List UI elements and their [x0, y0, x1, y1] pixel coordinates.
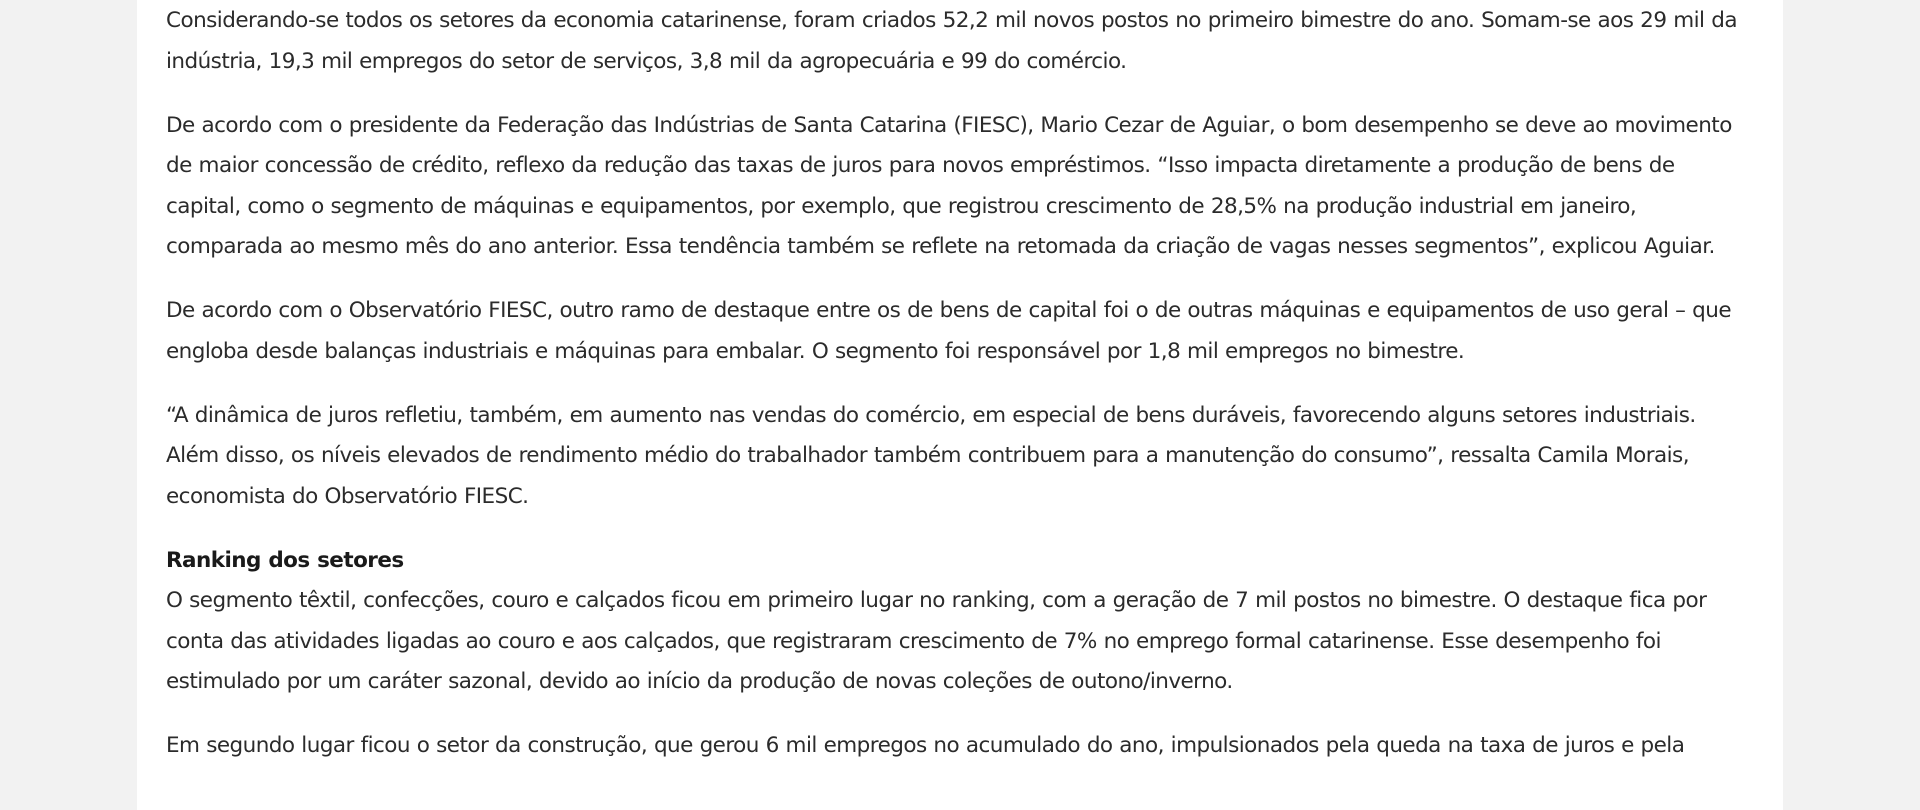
- section-heading: Ranking dos setores: [166, 547, 404, 573]
- article-paragraph-last: Em segundo lugar ficou o setor da construção, que gerou 6 mil empregos no acumulado do ano, impulsionados pela queda na taxa de juros e pela: [166, 733, 1685, 758]
- article-paragraph-2: De acordo com o presidente da Federação das Indústrias de Santa Catarina (FIESC), Mario Cezar de Aguiar, o bom desempenho se deve ao movimento de maior concessão de crédito, reflexo da redução das taxas de juros para novos empréstimos. “Isso impacta diretamente a produção de bens de capital, como o segmento de máquinas e equipamentos, por exemplo, que registrou crescimento de 28,5% na produção industrial em janeiro, comparada ao mesmo mês do ano anterior. Essa tendência também se reflete na retomada da criação de vagas nesses segmentos”, explicou Aguiar.: [166, 112, 1732, 259]
- article-paragraph-4: “A dinâmica de juros refletiu, também, em aumento nas vendas do comércio, em especial de bens duráveis, favorecendo alguns setores industriais. Além disso, os níveis elevados de rendimento médio do trabalhador também contribuem para a manutenção do consumo”, ressalta Camila Morais, economista do Observatório FIESC.: [166, 402, 1696, 509]
- article-body: [166, 0, 1754, 790]
- article-page: [137, 0, 1783, 810]
- article-paragraph-1: Considerando-se todos os setores da economia catarinense, foram criados 52,2 mil novos postos no primeiro bimestre do ano. Somam-se aos 29 mil da indústria, 19,3 mil empregos do setor de serviços, 3,8 mil da agropecuária e 99 do comércio.: [166, 8, 1737, 74]
- ranking-paragraph: O segmento têxtil, confecções, couro e calçados ficou em primeiro lugar no ranking, com a geração de 7 mil postos no bimestre. O destaque fica por conta das atividades ligadas ao couro e aos calçados, que registraram crescimento de 7% no emprego formal catarinense. Esse desempenho foi estimulado por um caráter sazonal, devido ao início da produção de novas coleções de outono/inverno.: [166, 588, 1707, 694]
- ranking-section: [166, 541, 1754, 703]
- article-paragraph-3: De acordo com o Observatório FIESC, outro ramo de destaque entre os de bens de capital foi o de outras máquinas e equipamentos de uso geral – que engloba desde balanças industriais e máquinas para embalar. O segmento foi responsável por 1,8 mil empregos no bimestre.: [166, 298, 1732, 364]
